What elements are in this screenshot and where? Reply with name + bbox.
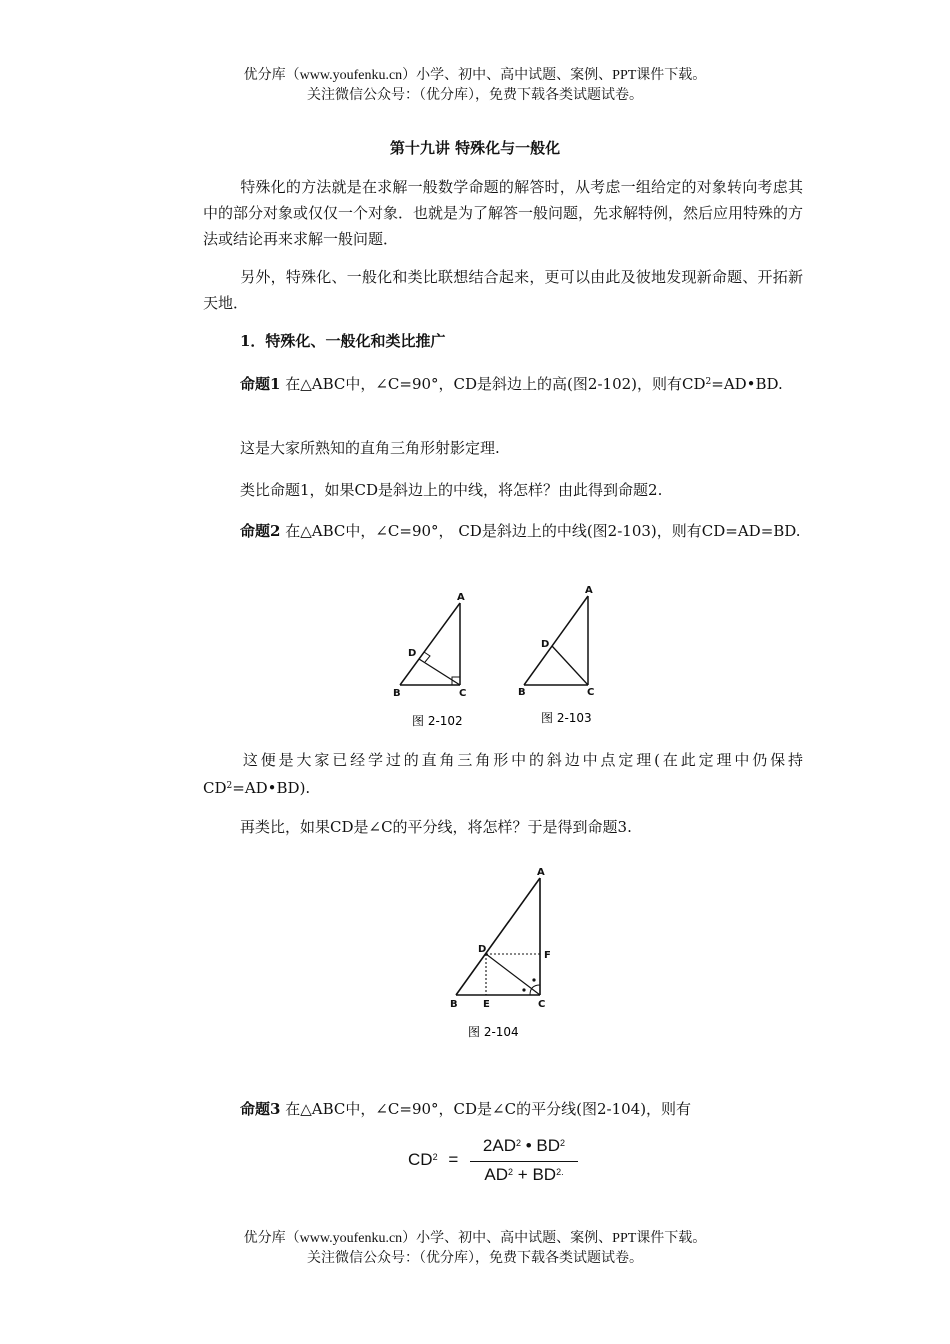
section-heading [203, 328, 803, 354]
label-c: C [459, 688, 467, 699]
angle-dot-2 [532, 978, 535, 981]
side-ab [524, 596, 588, 685]
numerator-sup-2: 2 [560, 1138, 566, 1148]
denominator-plus: + [513, 1165, 533, 1184]
label-b: B [393, 688, 401, 699]
section-heading-text: 1．特殊化、一般化和类比推广 [240, 332, 446, 350]
midpoint-text-end: =AD•BD). [232, 779, 311, 797]
figure-2-103-caption: 图 2-103 [541, 711, 592, 725]
paragraph-bisector-text: 再类比，如果CD是∠C的平分线，将怎样？于是得到命题3. [240, 818, 632, 836]
label-c: C [587, 687, 595, 698]
figure-2-103 [512, 580, 612, 739]
paragraph-analogy [203, 264, 803, 316]
figure-2-102 [388, 582, 488, 741]
figure-2-104-drawing [444, 860, 574, 1050]
label-e: E [483, 999, 490, 1010]
paragraph-median [203, 477, 803, 503]
label-f: F [544, 950, 551, 961]
header-line-2: 关注微信公众号：（优分库），免费下载各类试题试卷。 [307, 88, 643, 103]
label-d: D [541, 639, 550, 650]
side-ab [400, 603, 460, 685]
label-d: D [408, 648, 417, 659]
median-cd [552, 646, 588, 685]
proposition-3-label: 命题3 [240, 1100, 281, 1118]
paragraph-median-text: 类比命题1，如果CD是斜边上的中线，将怎样？由此得到命题2. [240, 481, 663, 499]
proposition-1-text: 在△ABC中，∠C=90°，CD是斜边上的高(图2-102)，则有CD [280, 375, 706, 393]
figure-2-104-caption: 图 2-104 [468, 1025, 519, 1039]
numerator-sup-1: 2 [516, 1138, 522, 1148]
denominator-b: BD [532, 1165, 557, 1184]
paragraph-midpoint-theorem [203, 747, 803, 801]
formula-lhs [408, 1150, 458, 1170]
formula-equals: = [448, 1150, 459, 1169]
proposition-1-sup: 2 [705, 377, 712, 387]
footer-line-1: 优分库（www.youfenku.cn）小学、初中、高中试题、案例、PPT课件下载。 [243, 1231, 707, 1246]
numerator-b: BD [536, 1136, 561, 1155]
header-line-1: 优分库（www.youfenku.cn）小学、初中、高中试题、案例、PPT课件下载。 [243, 68, 707, 83]
paragraph-intro-text: 特殊化的方法就是在求解一般数学命题的解答时，从考虑一组给定的对象转向考虑其中的部分对象或仅仅一个对象．也就是为了解答一般问题，先求解特例，然后应用特殊的方法或结论再来求解一般问题． [203, 178, 804, 248]
label-a: A [537, 867, 545, 878]
numerator-dot: • [521, 1136, 537, 1155]
paragraph-projection [203, 435, 803, 461]
label-a: A [457, 592, 465, 603]
angle-dot-1 [522, 988, 525, 991]
formula-denominator [470, 1165, 578, 1185]
paragraph-projection-text: 这是大家所熟知的直角三角形射影定理. [240, 439, 500, 457]
figure-2-103-drawing [512, 580, 612, 735]
figure-2-102-caption: 图 2-102 [412, 714, 463, 728]
denominator-a: AD [484, 1165, 509, 1184]
formula-numerator [470, 1136, 578, 1156]
proposition-2-label: 命题2 [240, 522, 281, 540]
figure-2-102-drawing [388, 582, 488, 737]
right-angle-mark-d [424, 652, 430, 662]
midpoint-text: 这便是大家已经学过的直角三角形中的斜边中点定理(在此定理中仍保持CD [203, 751, 803, 797]
fraction-bar [470, 1161, 578, 1162]
proposition-1-label: 命题1 [240, 375, 281, 393]
label-b: B [518, 687, 526, 698]
label-a: A [585, 585, 593, 596]
paragraph-intro [203, 174, 803, 252]
label-d: D [478, 944, 487, 955]
proposition-2 [203, 518, 803, 544]
label-c: C [538, 999, 546, 1010]
numerator-a: 2AD [482, 1136, 516, 1155]
figure-2-104 [444, 860, 574, 1054]
label-b: B [450, 999, 458, 1010]
denominator-sup-2: 2. [556, 1167, 564, 1177]
footer-line-2: 关注微信公众号：（优分库），免费下载各类试题试卷。 [307, 1251, 643, 1266]
denominator-sup-1: 2 [508, 1167, 514, 1177]
page-footer [0, 1229, 950, 1269]
formula-lhs-sup: 2 [432, 1152, 438, 1162]
proposition-3-text: 在△ABC中，∠C=90°，CD是∠C的平分线(图2-104)，则有 [280, 1100, 692, 1118]
lecture-title: 第十九讲 特殊化与一般化 [389, 139, 561, 157]
proposition-1-text-end: =AD•BD. [711, 375, 783, 393]
altitude-cd [419, 659, 460, 685]
proposition-2-text: 在△ABC中，∠C=90°， CD是斜边上的中线(图2-103)，则有CD=AD=BD. [280, 522, 801, 540]
midpoint-sup: 2 [226, 781, 233, 791]
paragraph-analogy-text: 另外，特殊化、一般化和类比联想结合起来，更可以由此及彼地发现新命题、开拓新天地． [203, 268, 803, 312]
formula-lhs-text: CD [408, 1150, 433, 1169]
side-ab [456, 878, 540, 995]
paragraph-bisector [203, 814, 803, 840]
proposition-1 [203, 369, 803, 397]
proposition-3 [203, 1096, 803, 1122]
page-header [0, 66, 950, 106]
